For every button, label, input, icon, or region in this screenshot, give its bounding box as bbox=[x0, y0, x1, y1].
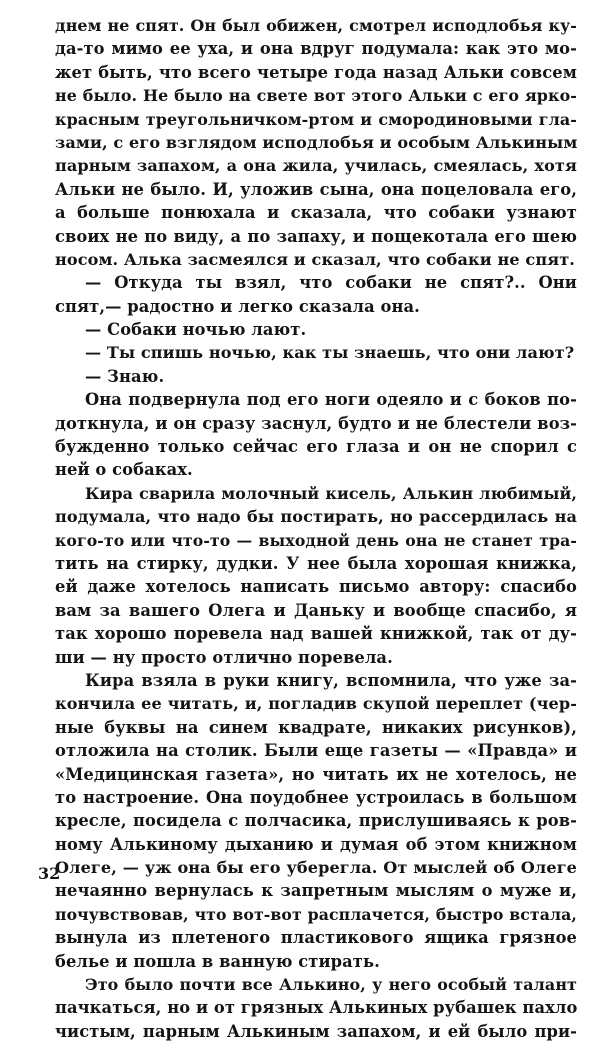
text-line: белье и пошла в ванную стирать. bbox=[55, 951, 380, 971]
text-line: жет быть, что всего четыре года назад Альки совсем bbox=[55, 62, 577, 82]
text-line: подумала, что надо бы постирать, но рассердилась на bbox=[55, 507, 577, 527]
text-line: парным запахом, а она жила, училась, смеялась, хотя bbox=[55, 156, 577, 176]
text-line: а больше понюхала и сказала, что собаки узнают bbox=[55, 203, 577, 223]
text-line: красным треугольничком-ртом и смородиновыми гла- bbox=[55, 109, 577, 129]
text-line: так хорошо поревела над вашей книжкой, так от ду- bbox=[55, 624, 577, 644]
paragraph-start-line: Она подвернула под его ноги одеяло и с боков по- bbox=[85, 390, 577, 410]
text-line: тить на стирку, дудки. У нее была хорошая книжка, bbox=[55, 553, 577, 573]
dialogue-line: — Собаки ночью лают. bbox=[85, 320, 307, 340]
text-line: Олеге, — уж она бы его уберегла. От мыслей об Олеге bbox=[55, 858, 577, 878]
body-text bbox=[55, 14, 577, 1043]
text-line: днем не спят. Он был обижен, смотрел исподлобья ку- bbox=[55, 16, 577, 35]
text-line: носом. Алька засмеялся и сказал, что собаки не спят. bbox=[55, 249, 575, 269]
text-line: ному Алькиному дыханию и думая об этом книжном bbox=[55, 834, 577, 854]
text-line: нечаянно вернулась к запретным мыслям о муже и, bbox=[55, 881, 577, 901]
dialogue-line: — Ты спишь ночью, как ты знаешь, что они лают? bbox=[85, 343, 575, 363]
text-line: почувствовав, что вот-вот расплачется, быстро встала, bbox=[55, 904, 577, 924]
text-line: ней о собаках. bbox=[55, 460, 193, 480]
text-line: Альки не было. И, уложив сына, она поцеловала его, bbox=[55, 179, 577, 199]
paragraph-start-line: Это было почти все Алькино, у него особый талант bbox=[85, 975, 577, 995]
text-line: да-то мимо ее уха, и она вдруг подумала: как это мо- bbox=[55, 39, 577, 59]
text-line: зами, с его взглядом исподлобья и особым Алькиным bbox=[55, 132, 578, 152]
text-line: ши — ну просто отлично поревела. bbox=[55, 647, 393, 667]
text-line: пачкаться, но и от грязных Алькиных рубашек пахло bbox=[55, 998, 578, 1018]
text-line: «Медицинская газета», но читать их не хотелось, не bbox=[55, 764, 577, 784]
text-line: чистым, парным Алькиным запахом, и ей было при- bbox=[55, 1021, 577, 1041]
paragraph-start-line: Кира взяла в руки книгу, вспомнила, что уже за- bbox=[85, 670, 577, 690]
text-line: кого-то или что-то — выходной день она не станет тра- bbox=[55, 530, 577, 550]
text-line: спят,— радостно и легко сказала она. bbox=[55, 296, 420, 316]
page-number: 32 bbox=[38, 864, 61, 883]
text-line: кресле, посидела с полчасика, прислушиваясь к ров- bbox=[55, 811, 577, 831]
dialogue-line: — Знаю. bbox=[85, 366, 165, 386]
dialogue-line: — Откуда ты взял, что собаки не спят?.. Они bbox=[85, 273, 577, 293]
text-line: ные буквы на синем квадрате, никаких рисунков), bbox=[55, 717, 577, 737]
text-line: вам за вашего Олега и Даньку и вообще спасибо, я bbox=[55, 600, 577, 620]
paragraph-start-line: Кира сварила молочный кисель, Алькин любимый, bbox=[85, 483, 577, 503]
text-line: своих не по виду, а по запаху, и пощекотала его шею bbox=[55, 226, 577, 246]
text-line: кончила ее читать, и, погладив скупой переплет (чер- bbox=[55, 694, 577, 714]
text-line: отложила на столик. Были еще газеты — «Правда» и bbox=[55, 741, 577, 761]
text-line: вынула из плетеного пластикового ящика грязное bbox=[55, 928, 577, 948]
text-line: то настроение. Она поудобнее устроилась в большом bbox=[55, 787, 577, 807]
text-line: доткнула, и он сразу заснул, будто и не блестели воз- bbox=[55, 413, 577, 433]
text-line: не было. Не было на свете вот этого Альки с его ярко- bbox=[55, 86, 577, 106]
text-line: ей даже хотелось написать письмо автору: спасибо bbox=[55, 577, 577, 597]
text-line: бужденно только сейчас его глаза и он не спорил с bbox=[55, 437, 577, 457]
